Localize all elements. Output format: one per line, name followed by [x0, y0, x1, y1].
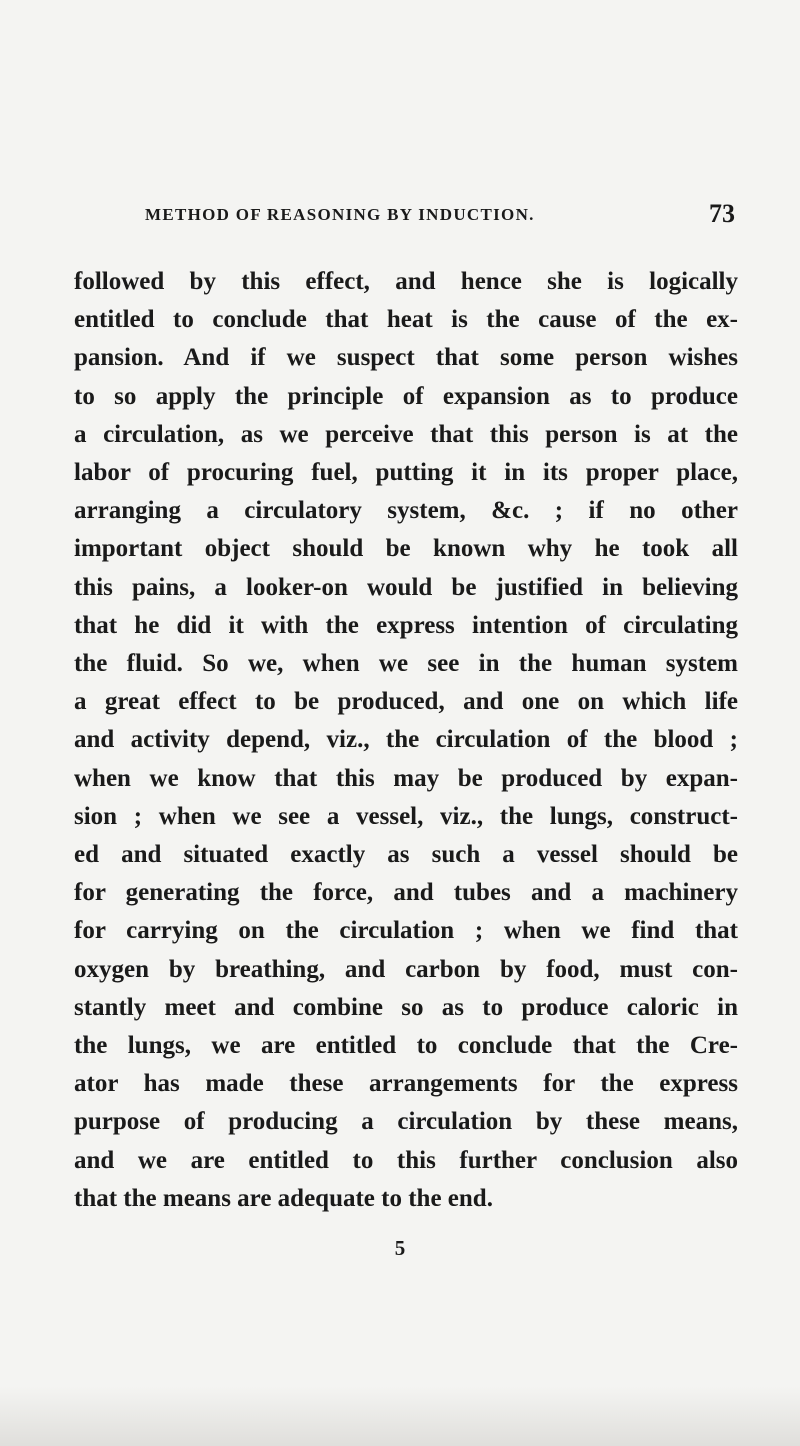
- text-line: and we are entitled to this further conclusion also: [74, 1146, 738, 1174]
- text-line: the lungs, we are entitled to conclude that the Cre-: [74, 1032, 738, 1060]
- text-line: oxygen by breathing, and carbon by food, must con-: [74, 955, 738, 983]
- text-line: when we know that this may be produced by expan-: [74, 764, 738, 792]
- text-line: for generating the force, and tubes and a machinery: [74, 879, 738, 907]
- text-line: to so apply the principle of expansion as to produce: [74, 382, 738, 410]
- text-line: pansion. And if we suspect that some person wishes: [74, 344, 738, 372]
- text-line: labor of procuring fuel, putting it in its proper place,: [74, 459, 738, 487]
- text-line: for carrying on the circulation ; when we find that: [74, 917, 738, 945]
- body-paragraph: [74, 263, 738, 1218]
- text-line: followed by this effect, and hence she is logically: [74, 268, 738, 295]
- text-line: important object should be known why he took all: [74, 535, 738, 563]
- text-line: entitled to conclude that heat is the cause of the ex-: [74, 306, 738, 334]
- text-line: the fluid. So we, when we see in the human system: [74, 650, 738, 678]
- text-line: arranging a circulatory system, &c. ; if no other: [74, 497, 738, 525]
- page-number: 73: [709, 199, 735, 228]
- text-line: a great effect to be produced, and one on which life: [74, 688, 738, 716]
- text-line: ator has made these arrangements for the express: [74, 1070, 738, 1098]
- text-line-last: that the means are adequate to the end.: [74, 1184, 493, 1212]
- text-line: ed and situated exactly as such a vessel should be: [74, 841, 738, 869]
- text-line: stantly meet and combine so as to produce caloric in: [74, 993, 738, 1021]
- text-line: sion ; when we see a vessel, viz., the lungs, construct-: [74, 802, 738, 830]
- running-head: [145, 199, 735, 235]
- text-line: a circulation, as we perceive that this person is at the: [74, 420, 738, 448]
- text-line: purpose of producing a circulation by these means,: [74, 1108, 738, 1136]
- running-title: METHOD OF REASONING BY INDUCTION.: [145, 205, 535, 224]
- signature-mark: 5: [394, 1236, 406, 1260]
- text-line: this pains, a looker-on would be justified in believing: [74, 573, 738, 601]
- text-line: and activity depend, viz., the circulation of the blood ;: [74, 726, 738, 754]
- page-edge-shadow: [0, 1386, 800, 1446]
- text-line: that he did it with the express intention of circulating: [74, 611, 738, 639]
